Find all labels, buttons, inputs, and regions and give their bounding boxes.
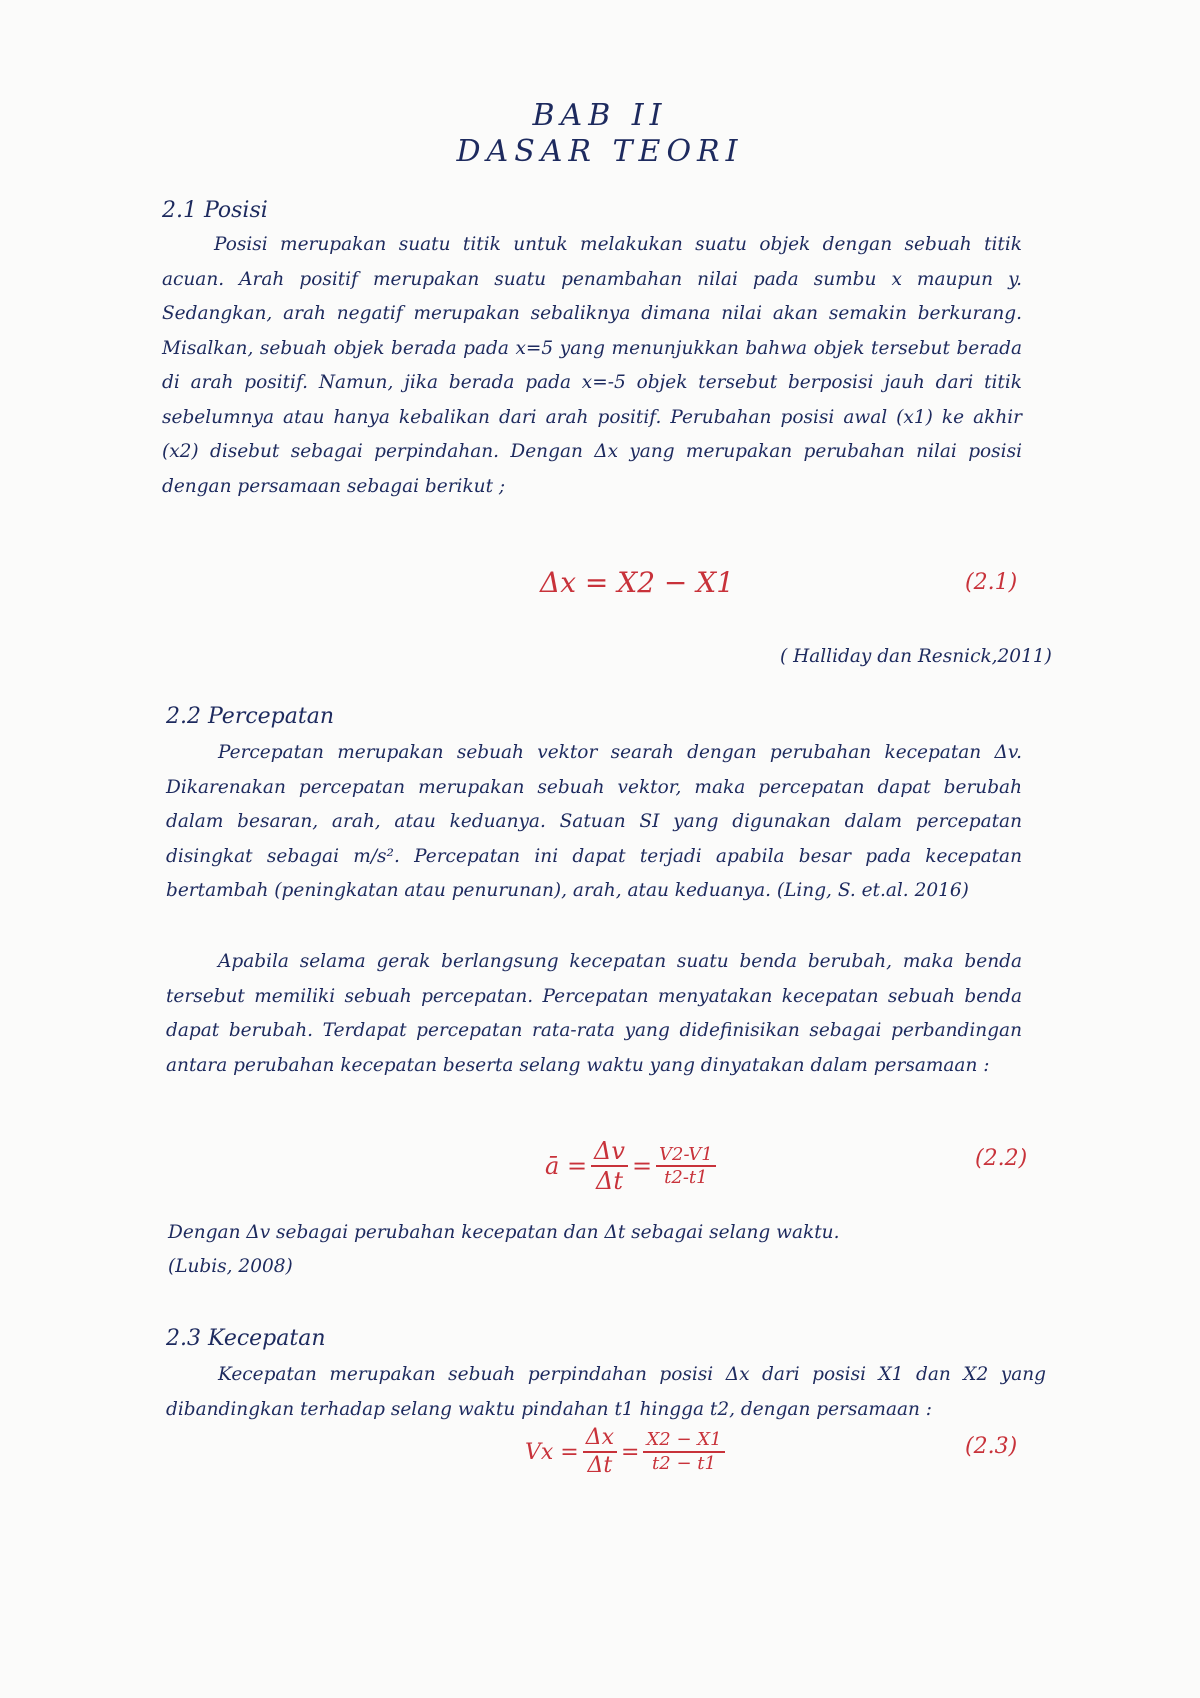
section-after-percepatan: Dengan Δv sebagai perubahan kecepatan dan Δt sebagai selang waktu. (168, 1222, 840, 1243)
section-body-posisi: Posisi merupakan suatu titik untuk melakukan suatu objek dengan sebuah titik acuan. Arah positif merupakan suatu penambahan nilai pada sumbu x maupun y. Sedangkan, arah negatif merupakan sebaliknya dimana nilai akan semakin berkurang. Misalkan, sebuah objek berada pada x=5 yang menunjukkan bahwa objek tersebut berada di arah positif. Namun, jika berada pada x=-5 objek tersebut berposisi jauh dari titik sebelumnya atau hanya kebalikan dari arah positif. Perubahan posisi awal (x1) ke akhir (x2) disebut sebagai perpindahan. Dengan Δx yang merupakan perubahan nilai posisi dengan persamaan sebagai berikut ; (162, 234, 1022, 497)
equation-2-3-fraction-2 (643, 1430, 724, 1474)
section-body-percepatan-2: Apabila selama gerak berlangsung kecepatan suatu benda berubah, maka benda tersebut memiliki sebuah percepatan. Percepatan menyatakan kecepatan sebuah benda dapat berubah. Terdapat percepatan rata-rata yang didefinisikan sebagai perbandingan antara perubahan kecepatan beserta selang waktu yang dinyatakan dalam persamaan : (166, 951, 1022, 1076)
section-heading-percepatan: 2.2 Percepatan (166, 704, 334, 729)
equation-2-2-fraction-1 (591, 1138, 628, 1195)
section-heading-kecepatan: 2.3 Kecepatan (166, 1326, 326, 1351)
equation-2-2-num-1: Δv (591, 1138, 628, 1167)
equation-2-3-den-1: Δt (587, 1453, 613, 1479)
section-body-percepatan-1: Percepatan merupakan sebuah vektor searah dengan perubahan kecepatan Δv. Dikarenakan percepatan merupakan sebuah vektor, maka percepatan dapat berubah dalam besaran, arah, atau keduanya. Satuan SI yang digunakan dalam percepatan disingkat sebagai m/s². Percepatan ini dapat terjadi apabila besar pada kecepatan bertambah (peningkatan atau penurunan), arah, atau keduanya. (Ling, S. et.al. 2016) (166, 742, 1022, 901)
equation-2-2-num-2: V2-V1 (656, 1145, 716, 1168)
equation-2-2-fraction-2 (656, 1145, 716, 1189)
equation-2-2 (545, 1138, 720, 1195)
section-heading-posisi: 2.1 Posisi (162, 198, 268, 223)
equation-number-2-1: (2.1) (965, 570, 1018, 595)
citation-lubis: (Lubis, 2008) (168, 1256, 293, 1277)
chapter-title: DASAR TEORI (456, 134, 744, 169)
equation-2-3-den-2: t2 − t1 (652, 1453, 716, 1475)
equation-number-2-2: (2.2) (975, 1146, 1028, 1171)
citation-halliday: ( Halliday dan Resnick,2011) (780, 646, 1052, 667)
equation-2-2-den-2: t2-t1 (664, 1167, 708, 1189)
chapter-label: BAB II (532, 98, 668, 133)
equation-number-2-3: (2.3) (965, 1434, 1018, 1459)
equation-2-3 (525, 1426, 729, 1478)
equation-2-3-num-1: Δx (583, 1426, 617, 1453)
equation-2-3-lhs: Vx = (525, 1439, 579, 1465)
equation-2-2-equals: = (631, 1152, 653, 1181)
equation-2-3-num-2: X2 − X1 (643, 1430, 724, 1453)
section-body-kecepatan: Kecepatan merupakan sebuah perpindahan posisi Δx dari posisi X1 dan X2 yang dibandingkan terhadap selang waktu pindahan t1 hingga t2, dengan persamaan : (166, 1364, 1046, 1420)
equation-2-3-fraction-1 (583, 1426, 617, 1478)
equation-2-1: Δx = X2 − X1 (540, 566, 735, 599)
equation-2-3-equals: = (621, 1439, 640, 1465)
equation-2-2-den-1: Δt (596, 1167, 623, 1196)
equation-2-2-lhs: ā = (545, 1152, 588, 1181)
